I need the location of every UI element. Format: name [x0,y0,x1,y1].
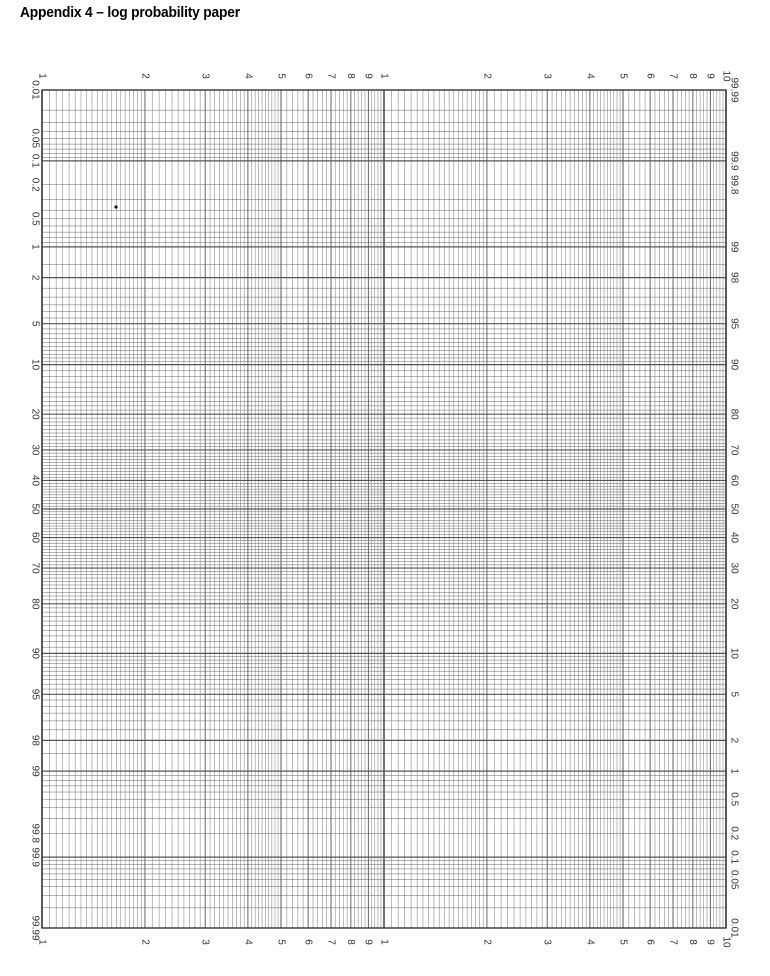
log-tick-label: 8 [345,939,357,945]
probability-label-right: 2 [728,737,740,744]
probability-label-right: 5 [728,691,740,698]
log-tick-label: 8 [687,73,699,79]
log-tick-label: 1 [378,73,390,79]
probability-label-left: 0.2 [29,177,41,192]
log-tick-label: 4 [242,939,254,945]
log-tick-label: 7 [325,939,337,945]
probability-label-left: 99.99 [29,915,41,941]
log-tick-label: 6 [302,73,314,79]
log-tick-label: 5 [617,73,629,79]
log-tick-label: 8 [687,939,699,945]
probability-label-right: 40 [728,531,740,544]
log-tick-label: 4 [584,73,596,79]
probability-label-left: 0.05 [29,128,41,149]
probability-label-left: 40 [29,474,41,487]
probability-label-right: 0.2 [728,826,740,841]
probability-label-right: 99.9 [728,151,740,171]
log-tick-label: 1 [36,73,48,79]
probability-label-right: 1 [728,768,740,774]
log-tick-label: 4 [242,73,254,79]
probability-label-right: 10 [728,647,740,659]
probability-label-left: 90 [29,647,41,659]
log-tick-label: 4 [584,939,596,945]
probability-label-right: 90 [728,359,740,371]
probability-label-left: 98 [29,734,41,746]
probability-label-left: 70 [29,562,41,574]
log-tick-label: 3 [541,939,553,945]
log-tick-label: 9 [362,939,374,945]
log-tick-label: 6 [302,939,314,945]
log-tick-label: 5 [275,939,287,945]
probability-label-right: 99.99 [728,77,740,103]
log-tick-label: 9 [704,939,716,945]
log-tick-label: 10 [720,70,732,82]
log-tick-label: 7 [667,939,679,945]
log-tick-label: 2 [481,939,493,945]
probability-label-right: 30 [728,562,740,574]
probability-label-right: 0.01 [728,918,740,938]
probability-label-left: 20 [29,408,41,420]
log-tick-label: 3 [541,73,553,79]
log-tick-label: 5 [617,939,629,945]
log-tick-label: 6 [644,939,656,945]
probability-label-right: 60 [728,474,740,487]
probability-label-left: 0.01 [29,80,41,100]
log-tick-label: 2 [139,939,151,945]
probability-label-right: 0.5 [728,792,740,807]
probability-label-right: 0.1 [728,850,740,865]
log-tick-label: 2 [139,73,151,79]
probability-label-right: 0.05 [728,869,740,890]
probability-label-left: 0.1 [29,153,41,168]
log-tick-label: 3 [199,939,211,945]
probability-label-left: 0.5 [29,211,41,226]
probability-label-left: 99 [29,765,41,777]
probability-label-right: 98 [728,272,740,284]
log-tick-label: 10 [720,936,732,948]
probability-label-left: 10 [29,359,41,371]
probability-label-right: 50 [728,503,740,515]
log-tick-label: 7 [325,73,337,79]
probability-label-left: 5 [29,320,41,327]
probability-label-left: 30 [29,444,41,456]
probability-label-right: 99 [728,241,740,253]
probability-label-right: 80 [728,408,740,420]
log-tick-label: 6 [644,73,656,79]
page-title: Appendix 4 – log probability paper [20,4,240,21]
log-tick-label: 3 [199,73,211,79]
log-tick-label: 5 [275,73,287,79]
probability-label-left: 99.9 [29,847,41,867]
probability-label-left: 60 [29,531,41,544]
probability-label-left: 1 [29,244,41,250]
probability-label-right: 20 [728,598,740,610]
probability-label-left: 95 [29,688,41,700]
log-tick-label: 9 [362,73,374,79]
probability-label-left: 2 [29,274,41,281]
probability-label-left: 80 [29,598,41,610]
probability-label-left: 99.8 [29,823,41,844]
log-tick-label: 1 [36,939,48,945]
log-tick-label: 1 [378,939,390,945]
probability-label-right: 95 [728,318,740,330]
log-tick-label: 7 [667,73,679,79]
log-tick-label: 8 [345,73,357,79]
log-tick-label: 2 [481,73,493,79]
log-tick-label: 9 [704,73,716,79]
ink-dot [114,205,117,208]
probability-label-right: 70 [728,444,740,456]
probability-label-right: 99.8 [728,174,740,195]
probability-label-left: 50 [29,503,41,515]
